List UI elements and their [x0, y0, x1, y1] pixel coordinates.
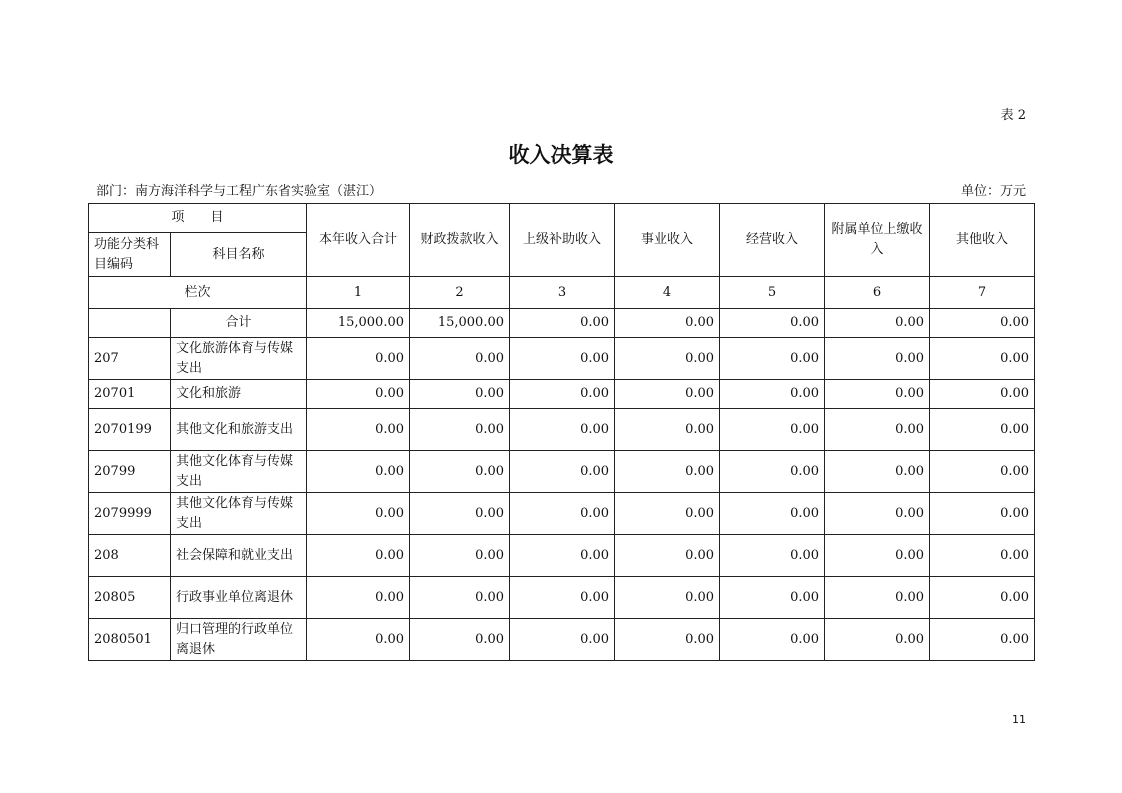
page-title: 收入决算表 [508, 143, 614, 167]
row-value: 0.00 [930, 577, 1035, 619]
header-col-3: 上级补助收入 [510, 204, 615, 277]
header-project: 项 目 [89, 204, 307, 233]
row-value: 0.00 [825, 338, 930, 380]
table-row [89, 380, 1035, 409]
table-row [89, 338, 1035, 380]
row-value: 0.00 [615, 409, 720, 451]
row-value: 0.00 [615, 380, 720, 409]
row-subject-name: 文化和旅游 [171, 380, 307, 409]
row-value: 0.00 [510, 451, 615, 493]
row-value: 0.00 [510, 380, 615, 409]
row-value: 0.00 [825, 451, 930, 493]
header-col-1: 本年收入合计 [307, 204, 410, 277]
row-value: 0.00 [307, 535, 410, 577]
row-value: 0.00 [307, 338, 410, 380]
row-value: 0.00 [615, 493, 720, 535]
row-value: 0.00 [720, 535, 825, 577]
total-value: 0.00 [930, 309, 1035, 338]
table-row [89, 619, 1035, 661]
total-value: 0.00 [615, 309, 720, 338]
row-value: 0.00 [825, 535, 930, 577]
row-code: 2079999 [89, 493, 171, 535]
row-value: 0.00 [307, 380, 410, 409]
row-code: 208 [89, 535, 171, 577]
header-col-5: 经营收入 [720, 204, 825, 277]
table-row [89, 535, 1035, 577]
row-value: 0.00 [720, 409, 825, 451]
row-value: 0.00 [615, 451, 720, 493]
row-value: 0.00 [307, 451, 410, 493]
row-value: 0.00 [720, 380, 825, 409]
row-value: 0.00 [615, 619, 720, 661]
total-label: 合计 [171, 309, 307, 338]
row-value: 0.00 [720, 577, 825, 619]
row-subject-name: 文化旅游体育与传媒支出 [171, 338, 307, 380]
row-subject-name: 其他文化体育与传媒支出 [171, 493, 307, 535]
row-code: 2070199 [89, 409, 171, 451]
income-table [88, 203, 1035, 661]
header-col-2: 财政拨款收入 [410, 204, 510, 277]
total-value: 0.00 [825, 309, 930, 338]
row-value: 0.00 [615, 535, 720, 577]
row-value: 0.00 [510, 409, 615, 451]
row-value: 0.00 [720, 619, 825, 661]
row-value: 0.00 [825, 577, 930, 619]
department-label: 部门： [96, 184, 136, 199]
row-value: 0.00 [410, 380, 510, 409]
row-code: 20799 [89, 451, 171, 493]
row-value: 0.00 [410, 493, 510, 535]
row-value: 0.00 [825, 619, 930, 661]
row-value: 0.00 [307, 577, 410, 619]
header-col-4: 事业收入 [615, 204, 720, 277]
column-number-1: 1 [307, 277, 410, 309]
unit-label: 单位：万元 [960, 184, 1026, 199]
row-value: 0.00 [720, 451, 825, 493]
row-code: 207 [89, 338, 171, 380]
row-value: 0.00 [825, 493, 930, 535]
department-line [96, 180, 382, 199]
table-row [89, 493, 1035, 535]
row-value: 0.00 [930, 380, 1035, 409]
column-number-label: 栏次 [89, 277, 307, 309]
row-subject-name: 归口管理的行政单位离退休 [171, 619, 307, 661]
table-row [89, 577, 1035, 619]
total-row [89, 309, 1035, 338]
column-number-3: 3 [510, 277, 615, 309]
row-value: 0.00 [510, 535, 615, 577]
row-value: 0.00 [410, 619, 510, 661]
row-code: 20805 [89, 577, 171, 619]
row-value: 0.00 [825, 380, 930, 409]
row-value: 0.00 [930, 493, 1035, 535]
row-subject-name: 社会保障和就业支出 [171, 535, 307, 577]
total-value: 0.00 [720, 309, 825, 338]
column-number-5: 5 [720, 277, 825, 309]
row-value: 0.00 [930, 451, 1035, 493]
row-value: 0.00 [615, 338, 720, 380]
row-value: 0.00 [410, 338, 510, 380]
page-number: 11 [1012, 713, 1026, 726]
row-value: 0.00 [410, 409, 510, 451]
row-value: 0.00 [410, 577, 510, 619]
row-value: 0.00 [410, 535, 510, 577]
row-value: 0.00 [720, 493, 825, 535]
row-value: 0.00 [930, 619, 1035, 661]
row-value: 0.00 [307, 493, 410, 535]
column-number-6: 6 [825, 277, 930, 309]
header-func-code: 功能分类科目编码 [89, 233, 171, 277]
total-value: 15,000.00 [410, 309, 510, 338]
table-number: 表 2 [1000, 108, 1026, 123]
total-code-cell [89, 309, 171, 338]
column-number-7: 7 [930, 277, 1035, 309]
header-col-6: 附属单位上缴收入 [825, 204, 930, 277]
table-row [89, 451, 1035, 493]
row-code: 2080501 [89, 619, 171, 661]
row-subject-name: 其他文化和旅游支出 [171, 409, 307, 451]
row-code: 20701 [89, 380, 171, 409]
header-subject-name: 科目名称 [171, 233, 307, 277]
column-number-2: 2 [410, 277, 510, 309]
row-value: 0.00 [930, 535, 1035, 577]
row-value: 0.00 [825, 409, 930, 451]
row-value: 0.00 [307, 619, 410, 661]
row-subject-name: 行政事业单位离退休 [171, 577, 307, 619]
row-value: 0.00 [720, 338, 825, 380]
row-value: 0.00 [930, 338, 1035, 380]
total-value: 0.00 [510, 309, 615, 338]
column-number-4: 4 [615, 277, 720, 309]
table-row [89, 409, 1035, 451]
row-value: 0.00 [307, 409, 410, 451]
row-value: 0.00 [930, 409, 1035, 451]
row-value: 0.00 [410, 451, 510, 493]
department-name: 南方海洋科学与工程广东省实验室（湛江） [135, 184, 383, 199]
row-value: 0.00 [510, 338, 615, 380]
row-value: 0.00 [510, 619, 615, 661]
row-value: 0.00 [510, 577, 615, 619]
header-col-7: 其他收入 [930, 204, 1035, 277]
row-value: 0.00 [615, 577, 720, 619]
row-value: 0.00 [510, 493, 615, 535]
row-subject-name: 其他文化体育与传媒支出 [171, 451, 307, 493]
total-value: 15,000.00 [307, 309, 410, 338]
